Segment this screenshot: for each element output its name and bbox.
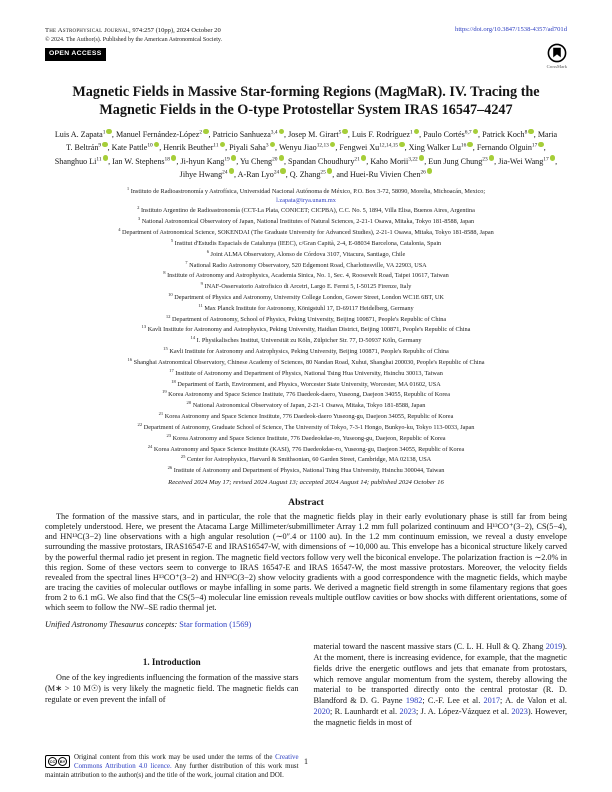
affiliation: $^4$ Department of Astronomical Science, SOKENDAI (The Graduate University for Advanced Studies), 2-21-1 Osawa, Mitaka, Tokyo 181-8588, Japan — [118, 227, 494, 237]
author-list — [45, 128, 567, 180]
author: Wenyu Jiao$^{12,13}$ , — [278, 142, 340, 153]
author: Jia-Wei Wang$^{17}$ , — [498, 155, 558, 166]
author-name[interactable]: Piyali Saha — [229, 143, 266, 153]
author: Luis A. Zapata$^1$ , — [54, 129, 116, 140]
affil-sup: 12,14,15 — [379, 142, 399, 149]
author-name[interactable]: Fengwei Xu — [339, 143, 380, 153]
affil-sup: 3,22 — [408, 155, 418, 162]
affiliation: $^2$ Instituto Argentino de Radioastronomía (CCT-La Plata, CONICET; CICPBA), C.C. No. 5, 1894, Villa Elisa, Buenos Aires, Argentina — [137, 205, 475, 215]
affil-sup: 5 — [338, 129, 342, 136]
author-name[interactable]: Shanghuo Li — [54, 156, 97, 166]
cc-icon: CC — [48, 757, 57, 766]
affil-sup: 19 — [224, 155, 230, 162]
affiliation: $^{12}$ Department of Astronomy, School of Physics, Peking University, Beijing 100871, People's Republic of China — [165, 313, 447, 323]
affil-sup: 24 — [222, 168, 228, 175]
affiliation: $^{23}$ Korea Astronomy and Space Science Institute, 776 Daedeokdae-ro, Yuseong-gu, Daejeon, Republic of Korea — [166, 432, 446, 442]
orcid-icon[interactable] — [427, 168, 433, 174]
author-name[interactable]: Patrick Koch — [482, 130, 525, 140]
affiliation: $^{24}$ Korea Astronomy and Space Science Institute (KASI), 776 Daedeokdae-ro, Yuseong-gu, Daejeon 34055, Republic of Korea — [147, 443, 465, 453]
intro-paragraph-right: material toward the nascent massive stars (C. L. H. Hull & Q. Zhang 2019). At the moment, there is increasing evidence, for example, that the magnetic fields drive the energetic outflows and jets that emanate from protostars, which remove angular momentum from the system, thereby allowing the material to be transported directly onto the central protostar (R. D. Blandford & D. G. Payne 1982; C.-F. Lee et al. 2017; A. de Valon et al. 2020; R. Launhardt et al. 2023; J. A. López-Vázquez et al. 2023). However, the magnetic fields in most of — [313, 642, 568, 727]
author: Xing Walker Lu$^{16}$ , — [408, 142, 477, 153]
open-access-badge: OPEN ACCESS — [45, 48, 106, 61]
affil-sup: 24 — [273, 168, 280, 175]
affil-sup: 9 — [98, 142, 102, 149]
affil-sup: 21 — [354, 155, 360, 162]
citation-link[interactable]: 2020 — [313, 706, 330, 716]
author: Patricio Sanhueza$^{3,4}$ , — [212, 129, 289, 140]
header-right — [455, 26, 567, 70]
affiliation: $^{20}$ National Astronomical Observatory of Japan, 2-21-1 Osawa, Mitaka, Tokyo 181-8588, Japan — [186, 400, 426, 410]
author: Patrick Koch$^8$ , — [482, 129, 538, 140]
affil-sup: 26 — [420, 168, 426, 175]
affiliation: $^{21}$ Korea Astronomy and Space Science Institute, 776 Daedeok-daero Yuseong-gu, Daejeon 34055, Republic of Korea — [158, 411, 454, 421]
affiliation-list — [45, 186, 567, 476]
affil-sup: 10 — [147, 142, 153, 149]
page-number: 1 — [304, 757, 308, 766]
author: Fengwei Xu$^{12,14,15}$ , — [339, 142, 409, 153]
affiliation: $^1$ Instituto de Radioastronomía y Astrofísica, Universidad Nacional Autónoma de México, P.O. Box 3-72, 58090, Morelia, Michoacán, Mexico; — [126, 185, 486, 195]
affil-sup: 23 — [482, 155, 488, 162]
citation-link[interactable]: 2017 — [483, 696, 501, 706]
affiliation: $^{13}$ Kavli Institute for Astronomy and Astrophysics, Peking University, Haidian District, Beijing 100871, People's Republic of China — [141, 324, 471, 334]
author: Shanghuo Li$^{11}$ , — [54, 155, 113, 166]
author-name[interactable]: Xing Walker Lu — [408, 143, 461, 153]
author: Josep M. Girart$^5$ , — [288, 129, 352, 140]
citation-link[interactable]: 2023 — [399, 706, 416, 716]
affil-sup: 25 — [320, 168, 326, 175]
citation-link[interactable]: 1982 — [405, 696, 423, 706]
author-name[interactable]: Jia-Wei Wang — [498, 156, 544, 166]
author: and Huei-Ru Vivien Chen$^{26}$ — [336, 170, 432, 179]
author: Yu Cheng$^{20}$ , — [239, 155, 289, 166]
author-name[interactable]: Q. Zhang — [289, 169, 321, 179]
by-icon: BY — [58, 757, 67, 766]
author: Henrik Beuther$^{11}$ , — [163, 142, 230, 153]
author-name[interactable]: Paulo Cortés — [423, 130, 465, 140]
thesaurus-line — [45, 620, 567, 629]
author-name[interactable]: Kaho Morii — [370, 156, 409, 166]
affil-sup: 1 — [409, 129, 413, 136]
author-name[interactable]: Ian W. Stephens — [112, 156, 165, 166]
author: Manuel Fernández-López$^2$ , — [115, 129, 213, 140]
journal-citation-line: The Astrophysical Journal, 974:257 (10pp), 2024 October 20 — [45, 27, 221, 34]
affil-sup: 12,13 — [316, 142, 329, 149]
affiliation: $^{17}$ Institute of Astronomy and Department of Physics, National Tsing Hua University, Hsinchu 30013, Taiwan — [169, 367, 443, 377]
license-footnote: CC BY Original content from this work may be used under the terms of the Creative Commons Attribution 4.0 licence. Any further distribution of this work must maintain attribution to the author(s) and the title of the work, journal citation and DOI. — [45, 753, 299, 780]
crossmark-badge[interactable] — [547, 43, 567, 69]
abstract-text: The formation of the massive stars, and in particular, the role that the magnetic fields play in their early evolutionary phase is still far from being completely understood. Here, we present the Atacama Large Millimeter/submillimeter Array 1.2 mm full polarized continuum and H¹³CO⁺(3−2), CS(5−4), and HN¹³C(3−2) line observations with a high angular resolution (∼0″.4 or 1100 au). In the 1.2 mm continuum emission, we reveal a dusty envelope surrounding the massive protostars, IRAS16547-E and IRAS16547-W, with dimensions of ∼10,000 au. This envelope has a biconical structure likely carved by the powerful thermal radio jet present in region. The magnetic field vectors follow very well the biconical envelope. The polarization fraction is ∼2.0% in this region. Some of these vectors seem to converge to IRAS 16547-E and IRAS 16547-W, the most massive protostars. Moreover, the velocity fields revealed from the spectral lines H¹³CO⁺(3−2) and HN¹³C(3−2) show velocity gradients with a good correspondence with the magnetic fields, which maybe are tracing the cavities of molecular outflows or maybe infalling in some parts. We derived a magnetic field strength in some filamentary regions that goes from 2 to 6.1 mG. We also find that the CS(5−4) molecular line emission reveals multiple outflow cavities or bow shocks with different orientations, some of which seem to follow the NW–SE radio thermal jet. — [45, 512, 567, 613]
journal-name: The Astrophysical Journal — [45, 27, 130, 34]
author: Kate Pattle$^{10}$ , — [111, 142, 164, 153]
affiliation: $^{26}$ Institute of Astronomy and Department of Physics, National Tsing Hua University, Hsinchu 300044, Taiwan — [167, 465, 445, 475]
affil-sup: 11 — [96, 155, 102, 162]
author: Q. Zhang$^{25}$ , — [289, 168, 337, 179]
author-name[interactable]: Huei-Ru Vivien Chen — [350, 169, 421, 179]
affil-sup: 16 — [460, 142, 467, 149]
author-name[interactable]: Manuel Fernández-López — [115, 130, 200, 140]
doi-link[interactable]: https://doi.org/10.3847/1538-4357/ad701d — [455, 26, 567, 33]
received-revised-line: Received 2024 May 17; revised 2024 August 13; accepted 2024 August 14; published 2024 October 16 — [168, 479, 444, 487]
affiliation: $^{18}$ Department of Earth, Environment, and Physics, Worcester State University, Worcester, MA 01602, USA — [171, 378, 441, 388]
author-name[interactable]: Maria T. Beltrán — [66, 130, 558, 153]
affiliation: $^{10}$ Department of Physics and Astronomy, University College London, Gower Street, London WC1E 6BT, UK — [168, 291, 444, 302]
author-name[interactable]: Luis A. Zapata — [54, 130, 103, 140]
author-email-link[interactable]: l.zapata@irya.unam.mx — [276, 196, 336, 204]
page-header — [45, 26, 567, 70]
affiliation: $^3$ National Astronomical Observatory of Japan, National Institutes of Natural Sciences, 2-21-1 Osawa, Mitaka, Tokyo 181-8588, Japan — [137, 216, 475, 226]
affiliation: $^7$ National Radio Astronomy Observatory, 520 Edgemont Road, Charlottesville, VA 22903, USA — [185, 259, 427, 269]
citation-link[interactable]: 2019 — [545, 642, 563, 652]
author: Jihye Hwang$^{24}$ , — [179, 168, 238, 179]
affiliation: $^{15}$ Kavli Institute for Astronomy and Astrophysics, Peking University, Beijing 100871, People's Republic of China — [163, 346, 449, 356]
affiliation: $^{22}$ Department of Astronomy, Graduate School of Science, The University of Tokyo, 7-3-1 Hongo, Bunkyo-ku, Tokyo 113-0033, Japan — [137, 421, 475, 431]
author: Luis F. Rodríguez$^1$ , — [351, 129, 424, 140]
affiliation: $^5$ Institut d'Estudis Espacials de Catalunya (IEEC), c/Gran Capità, 2-4, E-08034 Barcelona, Catalonia, Spain — [170, 237, 442, 247]
author-name[interactable]: Patricio Sanhueza — [212, 130, 271, 140]
author: Maria T. Beltrán$^9$ , — [66, 130, 558, 153]
paper-title: Magnetic Fields in Massive Star-forming Regions (MagMaR). IV. Tracing the Magnetic Fields in the O-type Protostellar System IRAS 16547–4247 — [72, 84, 540, 119]
affil-sup: 8 — [524, 129, 528, 136]
affil-sup: 1 — [102, 129, 106, 136]
affil-sup: 17 — [543, 155, 549, 162]
author-name[interactable]: Jihye Hwang — [179, 169, 223, 179]
author: Spandan Choudhury$^{21}$ , — [288, 155, 371, 166]
affiliation: $^{19}$ Korea Astronomy and Space Science Institute, 776 Daedeok-daero, Yuseong, Daejeon 34055, Republic of Korea — [162, 389, 450, 399]
author: Kaho Morii$^{3,22}$ , — [370, 155, 429, 166]
affiliation: $^{14}$ I. Physikalisches Institut, Universität zu Köln, Zülpicher Str. 77, D-50937 Köln, Germany — [190, 335, 422, 345]
affil-sup: 20 — [272, 155, 278, 162]
author: Piyali Saha$^3$ , — [229, 142, 279, 153]
author-name[interactable]: Eun Jung Chung — [428, 156, 483, 166]
author: Eun Jung Chung$^{23}$ , — [428, 155, 499, 166]
affil-sup: 17 — [531, 142, 538, 149]
abstract-heading: Abstract — [288, 497, 324, 509]
affil-sup: 3 — [265, 142, 269, 149]
affil-sup: 3,4 — [270, 129, 278, 136]
section-heading-introduction: 1. Introduction — [142, 657, 201, 668]
affil-sup: 11 — [213, 142, 219, 149]
author-name[interactable]: Yu Cheng — [239, 156, 273, 166]
author-name[interactable]: Wenyu Jiao — [278, 143, 317, 153]
crossmark-label: CrossMark — [546, 64, 567, 69]
author-name[interactable]: Fernando Olguin — [476, 143, 532, 153]
author: A-Ran Lyo$^{24}$ , — [237, 168, 290, 179]
cc-licence-link[interactable]: Creative Commons Attribution 4.0 licence. — [74, 753, 299, 770]
author: Ian W. Stephens$^{18}$ , — [112, 155, 181, 166]
affil-sup: 2 — [199, 129, 203, 136]
thesaurus-concept-link[interactable]: Star formation (1569) — [179, 620, 252, 630]
affiliation: $^{16}$ Shanghai Astronomical Observatory, Chinese Academy of Sciences, 80 Nandan Road, Xuhui, Shanghai 200030, People's Republic of China — [127, 356, 485, 367]
copyright-line: © 2024. The Author(s). Published by the American Astronomical Society. — [45, 37, 223, 44]
journal-info — [45, 26, 222, 61]
affil-sup: 6,7 — [464, 129, 472, 136]
affiliation: $^9$ INAF-Osservatorio Astrofisico di Arcetri, Largo E. Fermi 5, I-50125 Firenze, Italy — [200, 281, 412, 291]
author-name[interactable]: A-Ran Lyo — [237, 169, 274, 179]
author-email — [45, 197, 567, 206]
author: Fernando Olguin$^{17}$ , — [476, 142, 546, 153]
crossmark-icon — [547, 43, 567, 63]
citation-link[interactable]: 2023 — [511, 706, 528, 716]
author-name[interactable]: Josep M. Girart — [288, 130, 339, 140]
affiliation: $^{25}$ Center for Astrophysics, Harvard & Smithsonian, 60 Garden Street, Cambridge, MA 02138, USA — [180, 454, 432, 464]
author: Ji-hyun Kang$^{19}$ , — [180, 155, 240, 166]
author-name[interactable]: Kate Pattle — [111, 143, 148, 153]
intro-paragraph-left: One of the key ingredients influencing the formation of the massive stars (M∗ > 10 M☉) is very likely the magnetic field. The magnetic fields can regulate or even prevent the infall of — [45, 673, 299, 704]
author-name[interactable]: Spandan Choudhury — [288, 156, 355, 166]
thesaurus-label: Unified Astronomy Thesaurus concepts: — [45, 620, 180, 630]
author: Paulo Cortés$^{6,7}$ , — [423, 129, 483, 140]
affil-sup: 18 — [164, 155, 170, 162]
author-name[interactable]: Luis F. Rodríguez — [351, 130, 410, 140]
author-name[interactable]: Henrik Beuther — [163, 143, 214, 153]
affiliation: $^{11}$ Max Planck Institute for Astronomy, Königstuhl 17, D-69117 Heidelberg, Germany — [198, 302, 414, 312]
affiliation: $^8$ Institute of Astronomy and Astrophysics, Academia Sinica, No. 1, Sec. 4, Roosevelt Road, Taipei 10617, Taiwan — [163, 270, 449, 280]
author-name[interactable]: Ji-hyun Kang — [180, 156, 225, 166]
affiliation: $^6$ Joint ALMA Observatory, Alonso de Córdova 3107, Vitacura, Santiago, Chile — [206, 248, 406, 258]
